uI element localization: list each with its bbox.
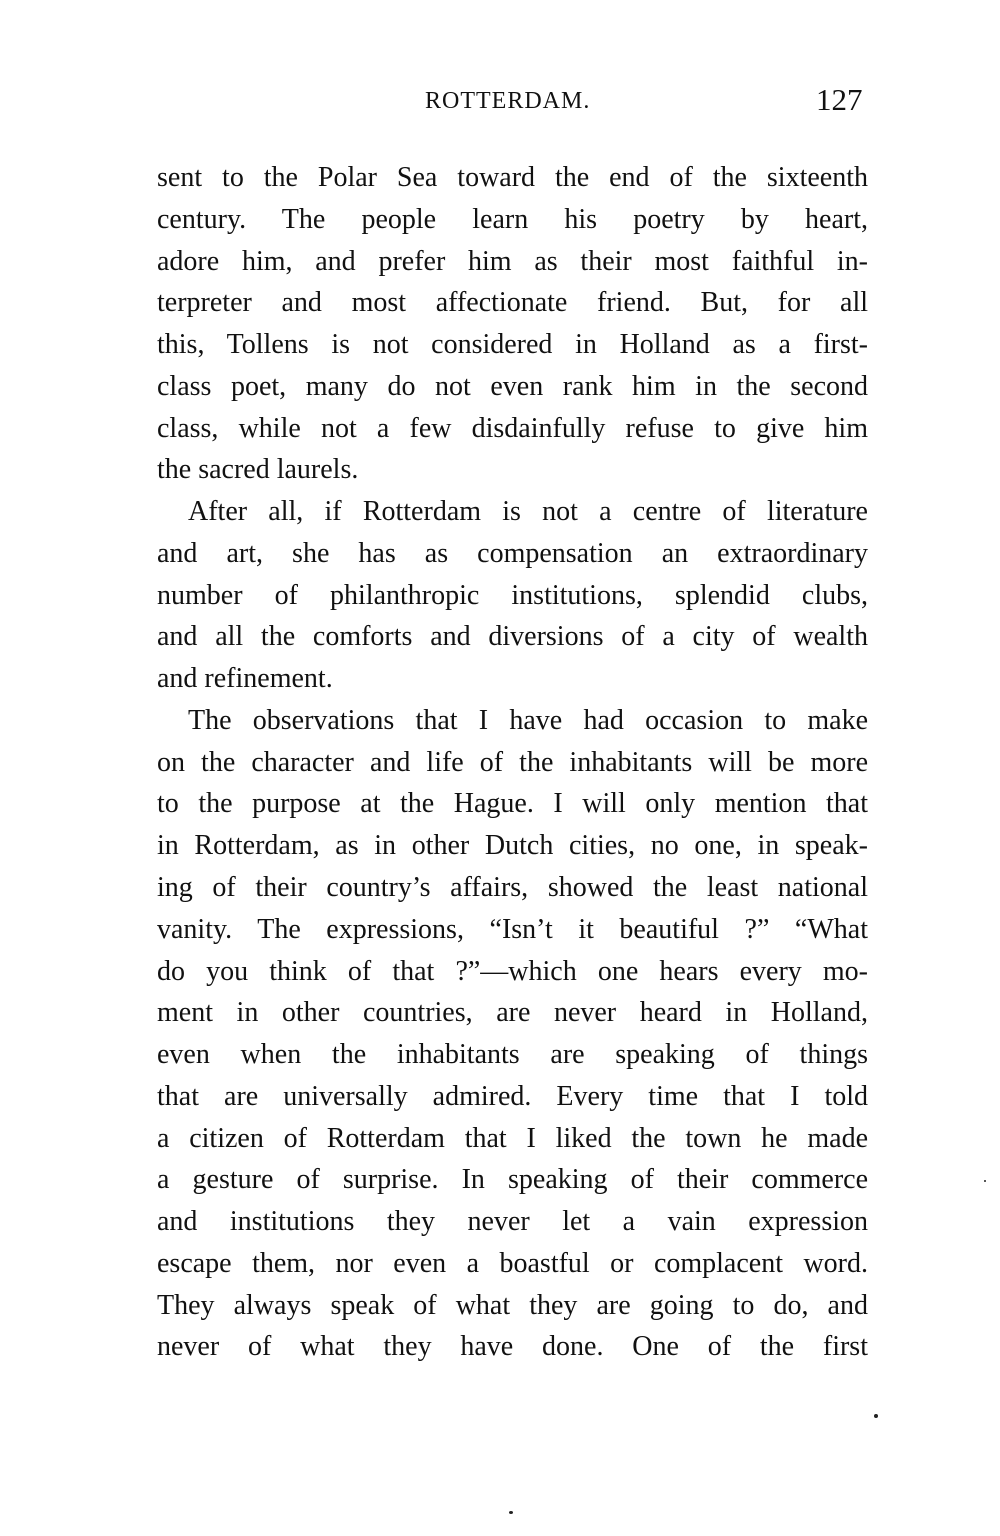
text-line: terpreter and most affectionate friend. But, for all bbox=[157, 287, 868, 319]
text-line: ment in other countries, are never heard in Holland, bbox=[157, 997, 868, 1029]
text-line: They always speak of what they are going to do, and bbox=[157, 1289, 868, 1321]
text-line: a citizen of Rotterdam that I liked the town he made bbox=[157, 1122, 868, 1154]
text-line: class poet, many do not even rank him in the second bbox=[157, 370, 868, 402]
text-line: to the purpose at the Hague. I will only mention that bbox=[157, 788, 868, 820]
text-line: and art, she has as compensation an extraordinary bbox=[157, 537, 868, 569]
text-line: class, while not a few disdainfully refuse to give him bbox=[157, 412, 868, 444]
text-line: and all the comforts and diversions of a city of wealth bbox=[157, 621, 868, 653]
print-speck bbox=[509, 1511, 513, 1514]
text-line: century. The people learn his poetry by heart, bbox=[157, 203, 868, 235]
page-number: 127 bbox=[816, 82, 863, 117]
text-line: ing of their country’s affairs, showed the least national bbox=[157, 872, 868, 904]
text-line: in Rotterdam, as in other Dutch cities, no one, in speak- bbox=[157, 830, 868, 862]
text-line: adore him, and prefer him as their most faithful in- bbox=[157, 245, 868, 277]
body-text bbox=[157, 157, 868, 1368]
text-line: and refinement. bbox=[157, 663, 333, 695]
text-line: The observations that I have had occasion to make bbox=[188, 704, 868, 736]
text-line: do you think of that ?”—which one hears every mo- bbox=[157, 955, 868, 987]
paragraph-3 bbox=[157, 700, 868, 1368]
text-line: even when the inhabitants are speaking of things bbox=[157, 1039, 868, 1071]
text-line: number of philanthropic institutions, splendid clubs, bbox=[157, 579, 868, 611]
text-line: a gesture of surprise. In speaking of their commerce bbox=[157, 1164, 868, 1196]
text-line: that are universally admired. Every time that I told bbox=[157, 1080, 868, 1112]
running-head: ROTTERDAM. bbox=[425, 88, 591, 114]
text-line: this, Tollens is not considered in Holland as a first- bbox=[157, 329, 868, 361]
text-line: escape them, nor even a boastful or complacent word. bbox=[157, 1247, 868, 1279]
print-speck bbox=[874, 1414, 878, 1418]
print-speck bbox=[984, 1180, 986, 1182]
text-line: and institutions they never let a vain expression bbox=[157, 1206, 868, 1238]
text-line: vanity. The expressions, “Isn’t it beautiful ?” “What bbox=[157, 913, 868, 945]
paragraph-1 bbox=[157, 157, 868, 491]
text-line: After all, if Rotterdam is not a centre of literature bbox=[188, 496, 868, 528]
text-line: never of what they have done. One of the first bbox=[157, 1331, 868, 1363]
text-line: sent to the Polar Sea toward the end of the sixteenth bbox=[157, 162, 868, 193]
paragraph-2 bbox=[157, 491, 868, 700]
text-line: on the character and life of the inhabitants will be more bbox=[157, 746, 868, 778]
text-line: the sacred laurels. bbox=[157, 454, 359, 486]
